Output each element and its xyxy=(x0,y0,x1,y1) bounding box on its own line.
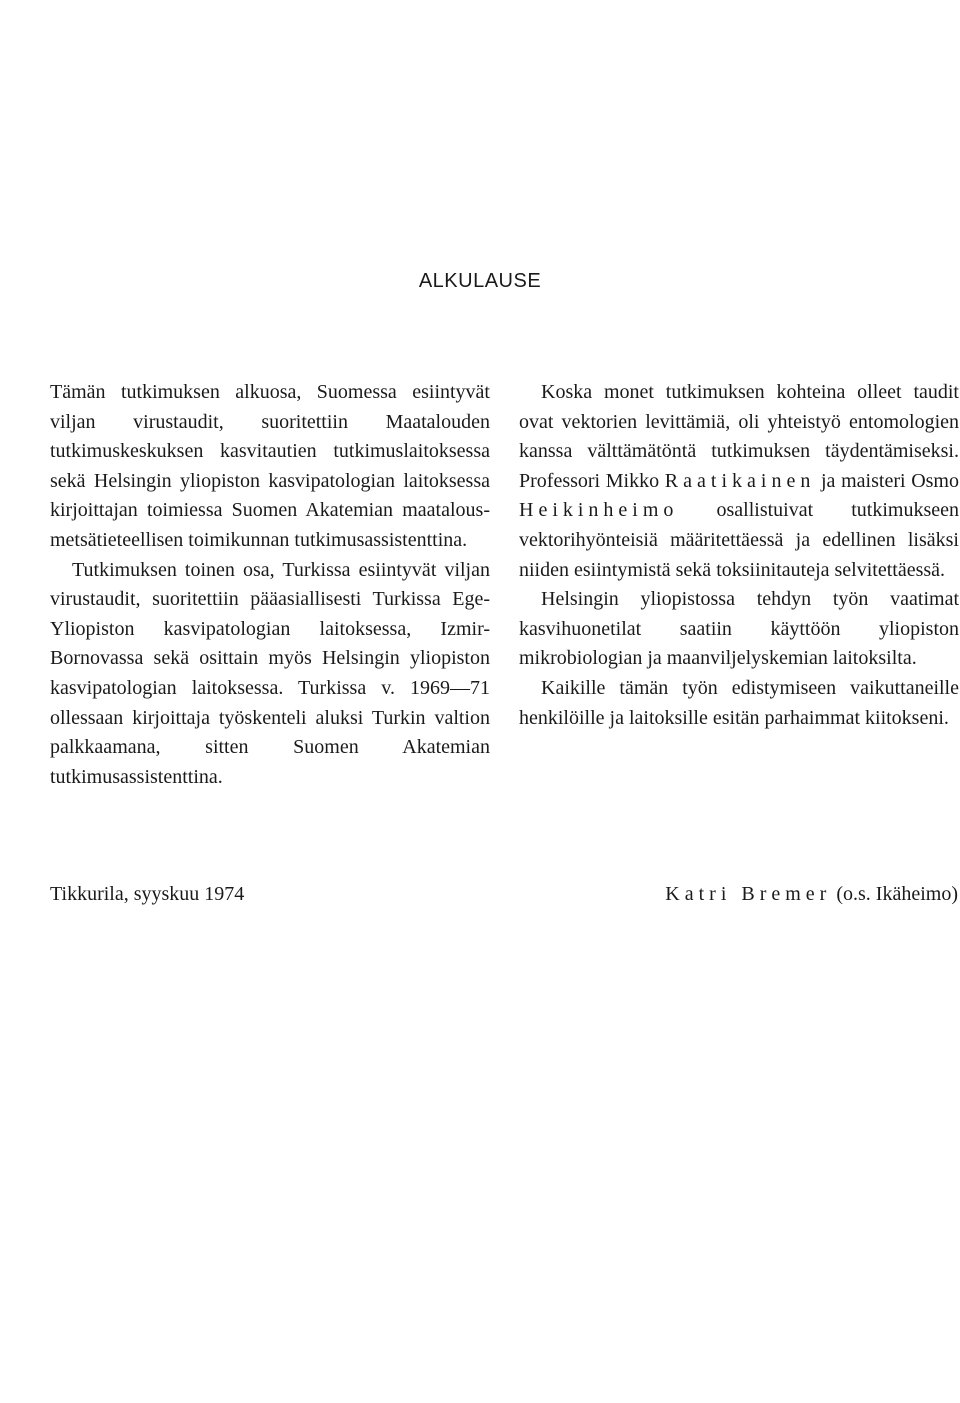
person-name-heikinheimo: Heikinheimo xyxy=(519,499,679,522)
paragraph-entomology-text-2: ja maisteri Osmo xyxy=(815,469,959,492)
left-column xyxy=(50,378,490,792)
paragraph-intro: Tämän tutkimuksen alkuosa, Suomessa esiintyvät viljan virustaudit, suoritettiin Maatalouden tutkimuskeskuksen kasvitautien tutkimuslaitoksessa sekä Helsingin yliopiston kasvipatologian laitoksessa kirjoittajan toimiessa Suomen Akatemian maatalous-metsätieteellisen toimikunnan tutkimusassistenttina. xyxy=(50,381,490,551)
person-name-raatikainen: Raatikainen xyxy=(664,469,816,492)
paragraph-entomology-text-1: Koska monet tutkimuksen kohteina olleet taudit ovat vektorien levittämiä, oli yhteistyö entomologien kanssa välttämätöntä tutkimuksen täydentämiseksi. Professori Mikko xyxy=(519,381,959,492)
author-maiden-name: (o.s. Ikäheimo) xyxy=(836,883,958,905)
paragraph-entomology-text-3: osallistuivat tutkimukseen vektorihyönteisiä määritettäessä ja edellinen lisäksi niiden esiintymistä sekä toksiinitauteja selvitettäessä. xyxy=(519,499,959,581)
page-title: ALKULAUSE xyxy=(418,270,542,292)
author-name: Katri Bremer xyxy=(665,883,832,905)
paragraph-greenhouse: Helsingin yliopistossa tehdyn työn vaatimat kasvihuonetilat saatiin käyttöön yliopiston mikrobiologian ja maanviljelyskemian laitoksilta. xyxy=(519,588,959,670)
author-signature xyxy=(665,883,958,906)
paragraph-entomology xyxy=(519,378,959,585)
right-column xyxy=(519,378,959,733)
paragraph-thanks: Kaikille tämän työn edistymiseen vaikuttaneille henkilöille ja laitoksille esitän parhaimmat kiitokseni. xyxy=(519,676,959,729)
paragraph-turkey: Tutkimuksen toinen osa, Turkissa esiintyvät viljan virustaudit, suoritettiin pääasiallisesti Turkissa Ege-Yliopiston kasvipatologian laitoksessa, Izmir-Bornovassa sekä osittain myös Helsingin yliopiston kasvipatologian laitoksessa. Turkissa v. 1969—71 ollessaan kirjoittaja työskenteli aluksi Turkin valtion palkkaamana, sitten Suomen Akatemian tutkimusassistenttina. xyxy=(50,558,490,788)
place-and-date: Tikkurila, syyskuu 1974 xyxy=(50,883,245,905)
